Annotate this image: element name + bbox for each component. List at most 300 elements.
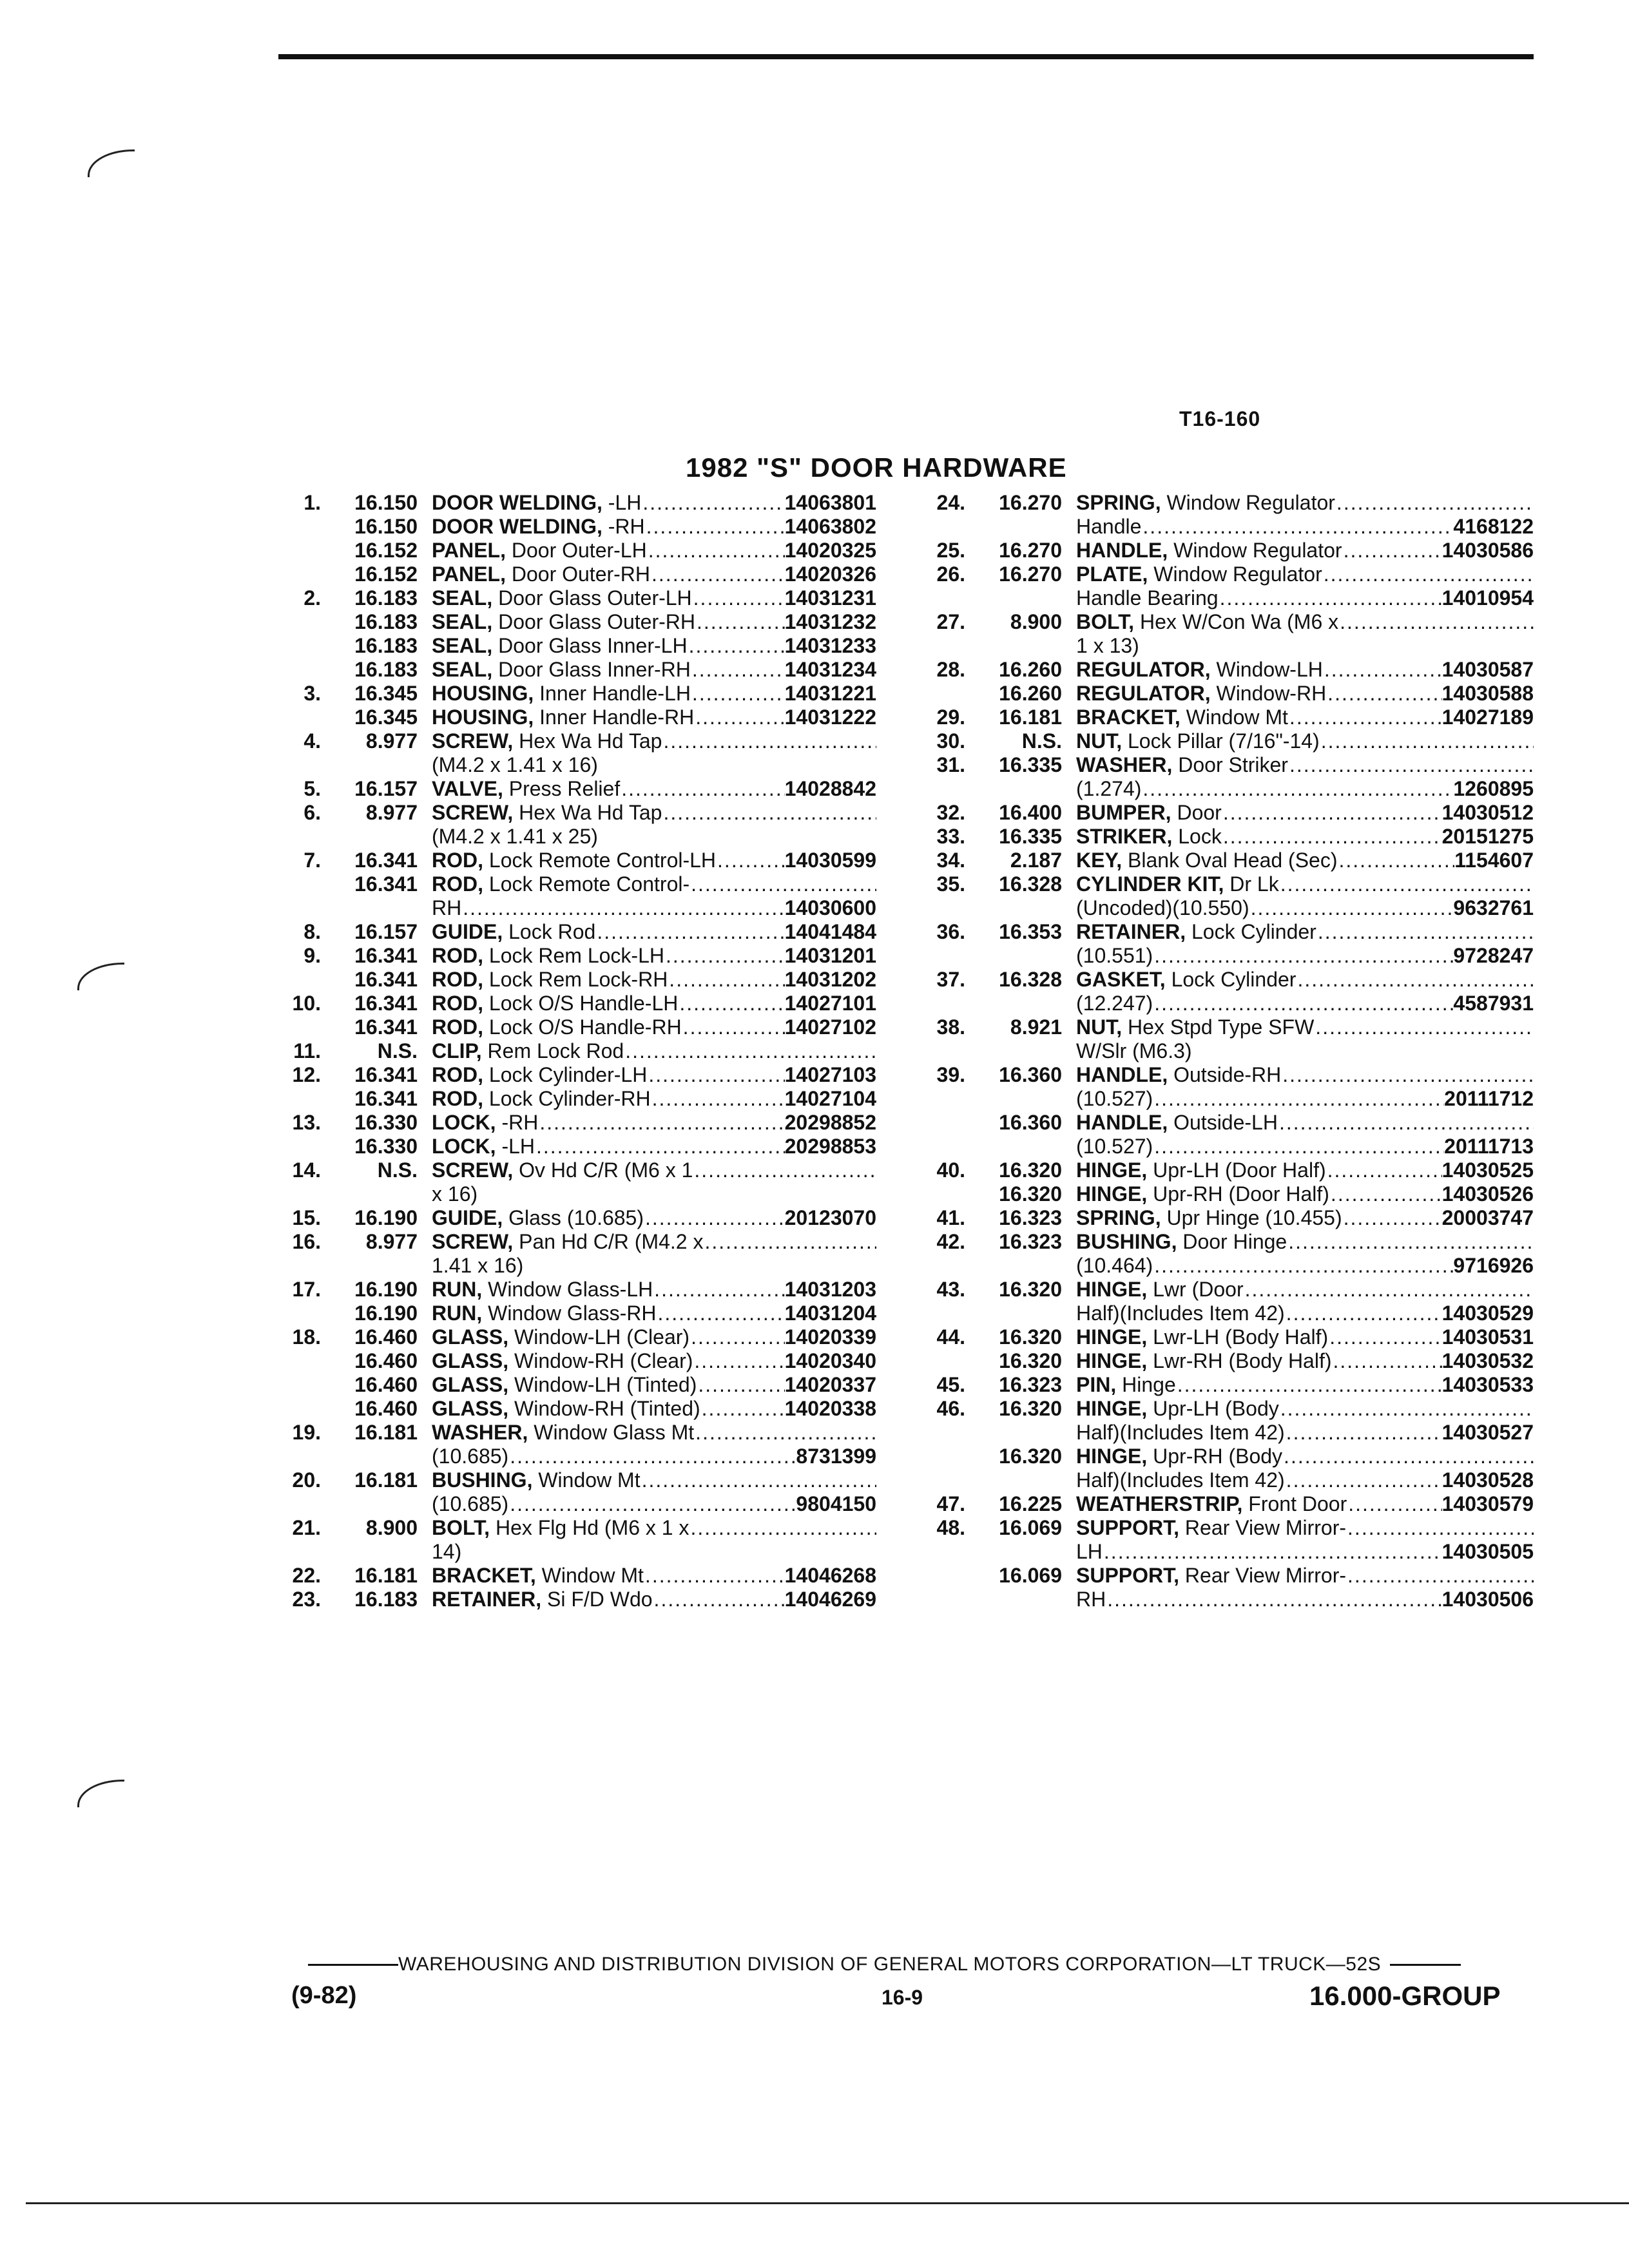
part-number: 14031221 — [784, 682, 876, 705]
parts-list-row — [928, 1230, 1534, 1254]
part-detail: -RH — [496, 1111, 539, 1134]
group-number: 16.152 — [354, 539, 418, 562]
part-name: CYLINDER KIT, — [1076, 872, 1224, 896]
parts-list-row — [928, 658, 1534, 682]
group-number: 16.183 — [354, 658, 418, 681]
part-detail: RH — [1076, 1588, 1106, 1611]
part-description — [1076, 1588, 1534, 1611]
group-number: 16.460 — [354, 1373, 418, 1396]
part-detail: Upr-RH (Door Half) — [1147, 1182, 1329, 1206]
part-name: HINGE, — [1076, 1158, 1148, 1182]
dot-leader — [647, 539, 785, 562]
parts-list-row — [928, 1111, 1534, 1135]
item-number: 42. — [936, 1230, 965, 1253]
part-name: STRIKER, — [1076, 825, 1173, 848]
dot-leader — [1338, 610, 1534, 634]
part-number: 14028842 — [784, 777, 876, 800]
part-description — [1076, 1397, 1534, 1421]
binder-hole-mark — [77, 1780, 124, 1807]
item-number: 17. — [292, 1278, 321, 1301]
part-description — [432, 920, 876, 944]
part-detail: Glass (10.685) — [503, 1206, 644, 1229]
group-number: 16.360 — [999, 1111, 1062, 1134]
group-number: 16.323 — [999, 1206, 1062, 1229]
dot-leader — [689, 1516, 876, 1540]
part-detail: Hex Flg Hd (M6 x 1 x — [490, 1516, 689, 1539]
part-name: HANDLE, — [1076, 1111, 1168, 1134]
part-detail: Hex Stpd Type SFW — [1122, 1015, 1315, 1039]
group-number — [965, 992, 1062, 1015]
part-name: VALVE, — [432, 777, 503, 800]
part-description — [1076, 968, 1534, 992]
dot-leader — [1153, 1254, 1453, 1278]
item-number — [284, 1254, 321, 1278]
part-number: 9716926 — [1453, 1254, 1534, 1277]
part-number: 14031232 — [784, 610, 876, 633]
part-number: 14030505 — [1441, 1540, 1534, 1563]
item-number: 9. — [304, 944, 321, 967]
item-number — [284, 1445, 321, 1468]
parts-list-row — [284, 586, 876, 610]
dot-leader — [1288, 753, 1534, 777]
part-number: 14030531 — [1441, 1325, 1534, 1349]
item-number — [284, 1492, 321, 1516]
item-number — [928, 1421, 965, 1445]
dot-leader — [1332, 1349, 1442, 1373]
part-detail: Lwr-LH (Body Half) — [1147, 1325, 1329, 1349]
part-description — [432, 849, 876, 872]
parts-list-row — [284, 1254, 876, 1278]
part-number: 14027104 — [784, 1087, 876, 1110]
dot-leader — [1222, 801, 1442, 825]
group-number: 2.187 — [1010, 849, 1062, 872]
parts-list-left — [284, 491, 876, 1611]
dot-leader — [689, 872, 876, 896]
parts-list-row — [284, 539, 876, 562]
dot-leader — [644, 1564, 785, 1588]
dot-leader — [1328, 1325, 1441, 1349]
dot-leader — [1323, 658, 1442, 682]
group-number — [965, 1421, 1062, 1445]
part-number: 20111713 — [1444, 1135, 1534, 1158]
group-number: 16.183 — [354, 1588, 418, 1611]
part-name: ROD, — [432, 1087, 483, 1110]
part-description — [1076, 1230, 1534, 1254]
part-description — [432, 1445, 876, 1468]
parts-list-row — [928, 1492, 1534, 1516]
part-description — [1076, 1516, 1534, 1540]
item-number — [284, 1302, 321, 1325]
group-number: 16.460 — [354, 1349, 418, 1372]
part-detail: Outside-LH — [1168, 1111, 1278, 1134]
dot-leader — [695, 610, 785, 634]
item-number: 5. — [304, 777, 321, 800]
parts-list-row — [284, 1492, 876, 1516]
part-name: SUPPORT, — [1076, 1564, 1180, 1587]
dot-leader — [653, 1278, 784, 1302]
part-number: 14041484 — [784, 920, 876, 943]
part-name: ROD, — [432, 1015, 483, 1039]
item-number — [928, 634, 965, 658]
dot-leader — [1320, 729, 1534, 753]
footer-rule — [308, 1964, 398, 1966]
item-number — [284, 1397, 321, 1421]
part-description — [1076, 491, 1534, 515]
part-detail: Lock Cylinder-LH — [483, 1063, 648, 1086]
part-number: 14020337 — [784, 1373, 876, 1396]
item-number: 48. — [936, 1516, 965, 1539]
part-name: GUIDE, — [432, 920, 503, 943]
parts-list-row — [928, 1516, 1534, 1540]
binder-hole-mark — [88, 149, 135, 177]
dot-leader — [689, 1325, 785, 1349]
parts-list-row — [928, 1302, 1534, 1325]
part-detail: Ov Hd C/R (M6 x 1 — [513, 1158, 693, 1182]
part-description — [1076, 1564, 1534, 1588]
part-detail: Door Glass Inner-LH — [492, 634, 688, 657]
part-name: RUN, — [432, 1302, 483, 1325]
part-name: SCREW, — [432, 1230, 514, 1253]
group-number: 16.460 — [354, 1397, 418, 1420]
group-number — [965, 1135, 1062, 1158]
part-name: HANDLE, — [1076, 1063, 1168, 1086]
group-number — [965, 1254, 1062, 1278]
group-number — [321, 1254, 418, 1278]
part-number: 14031203 — [784, 1278, 876, 1301]
parts-list-row — [284, 944, 876, 968]
part-number: 14046269 — [784, 1588, 876, 1611]
part-name: BUMPER, — [1076, 801, 1171, 824]
part-detail: Rear View Mirror- — [1179, 1564, 1347, 1587]
part-detail: Hex Wa Hd Tap — [513, 801, 662, 824]
item-number: 19. — [292, 1421, 321, 1444]
part-detail: Rem Lock Rod — [481, 1039, 624, 1062]
part-number: 14020340 — [784, 1349, 876, 1372]
dot-leader — [508, 1445, 796, 1468]
part-description — [432, 1254, 876, 1278]
part-description — [1076, 753, 1534, 777]
item-number: 26. — [936, 562, 965, 586]
parts-list-row — [284, 515, 876, 539]
item-number: 22. — [292, 1564, 321, 1587]
part-detail: Window-LH (Tinted) — [508, 1373, 697, 1396]
part-name: SEAL, — [432, 634, 493, 657]
item-number — [928, 1254, 965, 1278]
parts-list-row — [928, 920, 1534, 944]
parts-list-row — [928, 1540, 1534, 1564]
group-number — [965, 515, 1062, 539]
part-name: GASKET, — [1076, 968, 1166, 991]
dot-leader — [1288, 706, 1442, 729]
dot-leader — [644, 1206, 785, 1230]
part-name: NUT, — [1076, 729, 1123, 753]
dot-leader — [647, 1063, 784, 1087]
group-number: 16.345 — [354, 706, 418, 729]
part-detail: Lock Cylinder-RH — [483, 1087, 651, 1110]
part-number: 14046268 — [784, 1564, 876, 1587]
parts-list-row — [284, 682, 876, 706]
part-description — [1076, 1063, 1534, 1087]
part-detail: Half)(Includes Item 42) — [1076, 1302, 1285, 1325]
group-number — [321, 753, 418, 777]
part-name: RUN, — [432, 1278, 483, 1301]
part-description — [432, 1588, 876, 1611]
group-number: 8.900 — [365, 1516, 418, 1539]
parts-list-row — [284, 777, 876, 801]
part-number: 14031233 — [784, 634, 876, 657]
dot-leader — [694, 706, 784, 729]
group-number — [321, 1492, 418, 1516]
part-detail: Window-LH — [1210, 658, 1323, 681]
parts-list-row — [284, 1302, 876, 1325]
parts-list-row — [284, 562, 876, 586]
part-description — [1076, 562, 1534, 586]
dot-leader — [1279, 1397, 1534, 1421]
group-number: 16.330 — [354, 1111, 418, 1134]
part-number: 14031202 — [784, 968, 876, 991]
dot-leader — [1346, 1516, 1534, 1540]
part-detail: 1 x 13) — [1076, 634, 1139, 657]
part-description — [1076, 706, 1534, 729]
part-detail: Dr Lk — [1224, 872, 1279, 896]
dot-leader — [1326, 1158, 1442, 1182]
part-description — [432, 1421, 876, 1445]
dot-leader — [620, 777, 784, 801]
part-description — [1076, 1039, 1534, 1063]
part-number: 14063802 — [784, 515, 876, 538]
parts-list-row — [928, 1039, 1534, 1063]
part-description — [1076, 1015, 1534, 1039]
part-name: GLASS, — [432, 1397, 509, 1420]
part-detail: (1.274) — [1076, 777, 1142, 800]
parts-list-row — [284, 1135, 876, 1158]
parts-list-row — [928, 1325, 1534, 1349]
parts-list-row — [928, 801, 1534, 825]
dot-leader — [1222, 825, 1442, 849]
part-number: 9804150 — [796, 1492, 876, 1515]
part-detail: Lock Pillar (7/16"-14) — [1122, 729, 1320, 753]
dot-leader — [1314, 1015, 1534, 1039]
dot-leader — [1219, 586, 1442, 610]
item-number — [284, 1135, 321, 1158]
parts-list-row — [284, 1158, 876, 1182]
item-number: 10. — [292, 992, 321, 1015]
part-detail: Window Regulator — [1161, 491, 1335, 514]
part-number: 20298852 — [784, 1111, 876, 1134]
part-description — [1076, 801, 1534, 825]
item-number: 20. — [292, 1468, 321, 1492]
dot-leader — [693, 1158, 876, 1182]
part-number: 14031201 — [784, 944, 876, 967]
part-description — [1076, 1325, 1534, 1349]
parts-list-row — [284, 491, 876, 515]
part-detail: Door — [1171, 801, 1222, 824]
item-number: 41. — [936, 1206, 965, 1229]
group-number — [965, 1588, 1062, 1611]
item-number — [928, 682, 965, 706]
group-number: 16.150 — [354, 515, 418, 538]
parts-list-row — [284, 825, 876, 849]
item-number — [928, 1540, 965, 1564]
part-detail: Lock Remote Control- — [483, 872, 690, 896]
footer-rule — [1390, 1964, 1461, 1966]
part-description — [432, 1039, 876, 1063]
footer-banner — [308, 1954, 1498, 1975]
dot-leader — [508, 1492, 796, 1516]
parts-list-row — [928, 896, 1534, 920]
group-number — [965, 1302, 1062, 1325]
part-name: SCREW, — [432, 729, 514, 753]
group-number: 16.341 — [354, 1087, 418, 1110]
part-name: WASHER, — [1076, 753, 1173, 776]
group-number — [965, 896, 1062, 920]
group-number: 16.260 — [999, 658, 1062, 681]
part-detail: Window Glass-LH — [482, 1278, 653, 1301]
parts-list-row — [284, 658, 876, 682]
dot-leader — [691, 658, 785, 682]
item-number — [284, 658, 321, 682]
dot-leader — [1322, 562, 1534, 586]
part-detail: Door Glass Outer-LH — [492, 586, 692, 610]
dot-leader — [624, 1039, 876, 1063]
part-detail: Door Glass Inner-RH — [492, 658, 691, 681]
dot-leader — [692, 586, 785, 610]
item-number — [928, 1468, 965, 1492]
part-detail: Lock Rem Lock-LH — [483, 944, 664, 967]
part-description — [1076, 610, 1534, 634]
item-number: 40. — [936, 1158, 965, 1182]
part-detail: Blank Oval Head (Sec) — [1122, 849, 1338, 872]
group-number: 16.335 — [999, 753, 1062, 776]
binder-hole-mark — [77, 963, 124, 990]
part-description — [432, 1063, 876, 1087]
dot-leader — [1106, 1588, 1441, 1611]
group-number: 16.183 — [354, 610, 418, 633]
part-detail: Handle Bearing — [1076, 586, 1219, 610]
part-description — [432, 1182, 876, 1206]
parts-list-row — [284, 872, 876, 896]
dot-leader — [1278, 1111, 1534, 1135]
group-number: 16.353 — [999, 920, 1062, 943]
group-number: 16.320 — [999, 1182, 1062, 1206]
part-number: 20151275 — [1441, 825, 1534, 848]
dot-leader — [693, 1349, 784, 1373]
part-detail: Front Door — [1242, 1492, 1347, 1515]
part-name: HINGE, — [1076, 1445, 1148, 1468]
part-detail: Window Glass-RH — [482, 1302, 657, 1325]
part-name: BRACKET, — [1076, 706, 1181, 729]
parts-list-row — [284, 849, 876, 872]
group-number: 16.341 — [354, 944, 418, 967]
group-number — [965, 634, 1062, 658]
part-description — [432, 1230, 876, 1254]
part-description — [1076, 1540, 1534, 1564]
item-number — [284, 1087, 321, 1111]
part-name: PANEL, — [432, 562, 506, 586]
dot-leader — [1103, 1540, 1442, 1564]
item-number: 15. — [292, 1206, 321, 1229]
illustration-code: T16-160 — [1179, 407, 1261, 430]
part-detail: Press Relief — [503, 777, 621, 800]
part-description — [432, 896, 876, 920]
dot-leader — [656, 1302, 784, 1325]
part-description — [432, 1492, 876, 1516]
parts-list-row — [284, 1421, 876, 1445]
part-name: HOUSING, — [432, 682, 534, 705]
part-detail: (10.527) — [1076, 1087, 1153, 1110]
item-number: 16. — [292, 1230, 321, 1253]
parts-list-row — [284, 634, 876, 658]
part-description — [432, 610, 876, 634]
part-description — [432, 682, 876, 706]
dot-leader — [1153, 1135, 1444, 1158]
part-number: 14030528 — [1441, 1468, 1534, 1492]
group-number: 16.320 — [999, 1278, 1062, 1301]
dot-leader — [678, 992, 784, 1015]
part-detail: (10.464) — [1076, 1254, 1153, 1277]
item-number: 39. — [936, 1063, 965, 1086]
part-name: KEY, — [1076, 849, 1123, 872]
item-number — [284, 1373, 321, 1397]
part-detail: Window-RH — [1210, 682, 1327, 705]
part-name: SEAL, — [432, 658, 493, 681]
item-number: 32. — [936, 801, 965, 824]
part-description — [1076, 1302, 1534, 1325]
part-description — [432, 658, 876, 682]
item-number — [928, 992, 965, 1015]
part-name: HINGE, — [1076, 1182, 1148, 1206]
item-number — [284, 706, 321, 729]
part-detail: Door Glass Outer-RH — [492, 610, 695, 633]
item-number — [928, 515, 965, 539]
part-detail: Window Glass Mt — [528, 1421, 695, 1444]
part-number: 9632761 — [1453, 896, 1534, 919]
parts-list-row — [928, 1564, 1534, 1588]
dot-leader — [1285, 1302, 1442, 1325]
part-detail: Lock Remote Control-LH — [483, 849, 717, 872]
group-number: 16.320 — [999, 1397, 1062, 1420]
group-number: 16.328 — [999, 872, 1062, 896]
part-number: 14027102 — [784, 1015, 876, 1039]
parts-list-row — [928, 586, 1534, 610]
item-number: 35. — [936, 872, 965, 896]
part-description — [1076, 729, 1534, 753]
part-number: 8731399 — [796, 1445, 876, 1468]
item-number — [284, 562, 321, 586]
part-name: SEAL, — [432, 610, 493, 633]
item-number — [928, 1111, 965, 1135]
part-description — [432, 872, 876, 896]
part-number: 14063801 — [784, 491, 876, 514]
group-number: 16.181 — [354, 1468, 418, 1492]
part-detail: Lock Rod — [503, 920, 596, 943]
part-description — [1076, 944, 1534, 968]
dot-leader — [1176, 1373, 1442, 1397]
group-number: 16.341 — [354, 1015, 418, 1039]
item-number: 1. — [304, 491, 321, 514]
part-detail: Window-RH (Tinted) — [508, 1397, 700, 1420]
parts-list-row — [928, 1468, 1534, 1492]
parts-list-row — [928, 1373, 1534, 1397]
part-description — [432, 1278, 876, 1302]
group-number: 16.400 — [999, 801, 1062, 824]
item-number — [928, 586, 965, 610]
item-number — [284, 825, 321, 849]
item-number: 2. — [304, 586, 321, 610]
item-number — [284, 1540, 321, 1564]
parts-list-row — [284, 1397, 876, 1421]
part-number: 14027103 — [784, 1063, 876, 1086]
